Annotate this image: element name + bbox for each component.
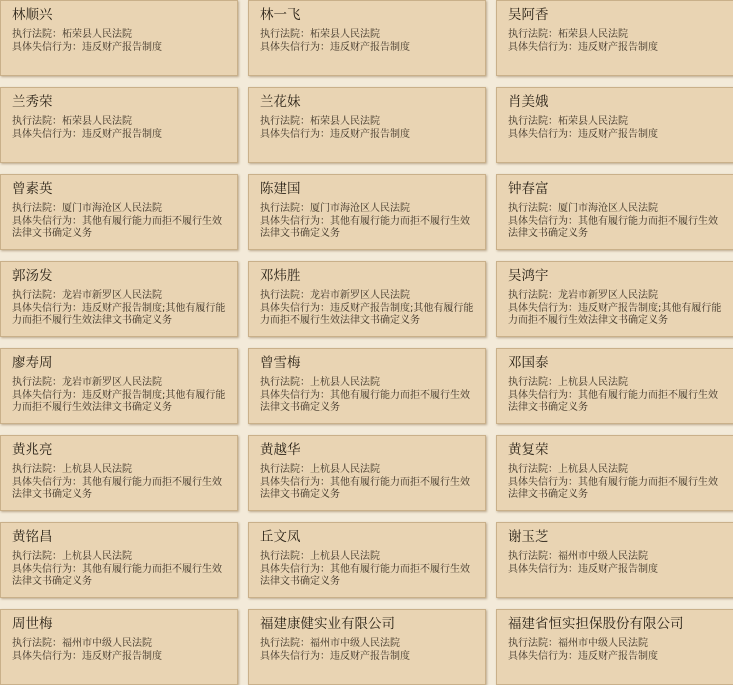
record-card[interactable] bbox=[0, 609, 238, 685]
court-value: 柘荣县人民法院 bbox=[558, 116, 628, 127]
behavior-label: 具体失信行为： bbox=[260, 302, 330, 314]
record-card[interactable] bbox=[0, 261, 238, 337]
behavior-label: 具体失信行为： bbox=[12, 302, 82, 314]
behavior-value: 其他有履行能力而拒不履行生效法律文书确定义务 bbox=[260, 215, 470, 239]
court-label: 执行法院： bbox=[508, 290, 558, 301]
court-label: 执行法院： bbox=[260, 290, 310, 301]
court-value: 上杭县人民法院 bbox=[62, 551, 132, 562]
record-card[interactable] bbox=[248, 0, 486, 76]
behavior-value: 违反财产报告制度 bbox=[82, 650, 162, 662]
court-label: 执行法院： bbox=[260, 203, 310, 214]
behavior-line bbox=[508, 216, 733, 241]
record-card[interactable] bbox=[248, 522, 486, 598]
behavior-label: 具体失信行为： bbox=[508, 563, 578, 575]
behavior-label: 具体失信行为： bbox=[260, 650, 330, 662]
court-value: 厦门市海沧区人民法院 bbox=[310, 203, 410, 214]
record-card[interactable] bbox=[0, 174, 238, 250]
behavior-value: 违反财产报告制度;其他有履行能力而拒不履行生效法律文书确定义务 bbox=[12, 302, 226, 326]
court-label: 执行法院： bbox=[12, 203, 62, 214]
record-name[interactable]: 丘文凤 bbox=[260, 529, 301, 545]
court-value: 上杭县人民法院 bbox=[558, 464, 628, 475]
court-value: 柘荣县人民法院 bbox=[310, 116, 380, 127]
court-label: 执行法院： bbox=[260, 551, 310, 562]
court-line bbox=[508, 464, 733, 477]
court-value: 柘荣县人民法院 bbox=[62, 116, 132, 127]
court-value: 厦门市海沧区人民法院 bbox=[558, 203, 658, 214]
record-name[interactable]: 福建省恒实担保股份有限公司 bbox=[508, 616, 684, 632]
behavior-value: 违反财产报告制度 bbox=[578, 650, 658, 662]
behavior-label: 具体失信行为： bbox=[12, 563, 82, 575]
record-name[interactable]: 肖美娥 bbox=[508, 94, 549, 110]
behavior-value: 违反财产报告制度 bbox=[330, 650, 410, 662]
behavior-label: 具体失信行为： bbox=[12, 389, 82, 401]
court-label: 执行法院： bbox=[508, 551, 558, 562]
record-card[interactable] bbox=[0, 522, 238, 598]
court-label: 执行法院： bbox=[12, 290, 62, 301]
behavior-label: 具体失信行为： bbox=[260, 215, 330, 227]
court-label: 执行法院： bbox=[508, 29, 558, 40]
behavior-label: 具体失信行为： bbox=[508, 41, 578, 53]
behavior-line bbox=[260, 390, 485, 415]
behavior-line bbox=[260, 477, 485, 502]
behavior-label: 具体失信行为： bbox=[260, 563, 330, 575]
court-line bbox=[12, 29, 237, 42]
behavior-value: 违反财产报告制度 bbox=[578, 128, 658, 140]
record-name[interactable]: 陈建国 bbox=[260, 181, 301, 197]
record-card[interactable] bbox=[248, 435, 486, 511]
behavior-value: 其他有履行能力而拒不履行生效法律文书确定义务 bbox=[508, 215, 718, 239]
record-name[interactable]: 福建康健实业有限公司 bbox=[260, 616, 395, 632]
court-line bbox=[12, 638, 237, 651]
behavior-label: 具体失信行为： bbox=[508, 476, 578, 488]
court-line bbox=[12, 377, 237, 390]
court-line bbox=[508, 377, 733, 390]
record-name[interactable]: 林一飞 bbox=[260, 7, 301, 23]
record-name[interactable]: 黄铭昌 bbox=[12, 529, 53, 545]
behavior-line bbox=[12, 564, 237, 589]
court-value: 福州市中级人民法院 bbox=[310, 638, 400, 649]
court-value: 柘荣县人民法院 bbox=[558, 29, 628, 40]
behavior-value: 违反财产报告制度 bbox=[578, 41, 658, 53]
record-name[interactable]: 林顺兴 bbox=[12, 7, 53, 23]
behavior-label: 具体失信行为： bbox=[12, 476, 82, 488]
behavior-value: 其他有履行能力而拒不履行生效法律文书确定义务 bbox=[508, 476, 718, 500]
court-label: 执行法院： bbox=[12, 464, 62, 475]
behavior-value: 违反财产报告制度;其他有履行能力而拒不履行生效法律文书确定义务 bbox=[508, 302, 722, 326]
court-label: 执行法院： bbox=[260, 29, 310, 40]
court-value: 福州市中级人民法院 bbox=[558, 638, 648, 649]
court-label: 执行法院： bbox=[12, 116, 62, 127]
behavior-line bbox=[260, 303, 485, 328]
court-value: 福州市中级人民法院 bbox=[558, 551, 648, 562]
record-name[interactable]: 谢玉芝 bbox=[508, 529, 549, 545]
record-card[interactable] bbox=[496, 261, 733, 337]
court-line bbox=[260, 116, 485, 129]
behavior-label: 具体失信行为： bbox=[12, 41, 82, 53]
record-card[interactable] bbox=[496, 348, 733, 424]
court-line bbox=[12, 203, 237, 216]
court-label: 执行法院： bbox=[508, 116, 558, 127]
record-card[interactable] bbox=[496, 87, 733, 163]
record-name[interactable]: 郭汤发 bbox=[12, 268, 53, 284]
behavior-value: 其他有履行能力而拒不履行生效法律文书确定义务 bbox=[260, 389, 470, 413]
behavior-value: 其他有履行能力而拒不履行生效法律文书确定义务 bbox=[12, 476, 222, 500]
behavior-value: 其他有履行能力而拒不履行生效法律文书确定义务 bbox=[12, 563, 222, 587]
court-line bbox=[12, 551, 237, 564]
court-value: 龙岩市新罗区人民法院 bbox=[62, 377, 162, 388]
behavior-value: 其他有履行能力而拒不履行生效法律文书确定义务 bbox=[12, 215, 222, 239]
behavior-label: 具体失信行为： bbox=[260, 41, 330, 53]
record-name[interactable]: 曾素英 bbox=[12, 181, 53, 197]
record-name[interactable]: 黄越华 bbox=[260, 442, 301, 458]
record-card[interactable] bbox=[0, 435, 238, 511]
behavior-line bbox=[508, 390, 733, 415]
court-line bbox=[260, 203, 485, 216]
record-name[interactable]: 黄兆亮 bbox=[12, 442, 53, 458]
record-card[interactable] bbox=[248, 174, 486, 250]
behavior-value: 其他有履行能力而拒不履行生效法律文书确定义务 bbox=[508, 389, 718, 413]
court-value: 厦门市海沧区人民法院 bbox=[62, 203, 162, 214]
behavior-value: 违反财产报告制度;其他有履行能力而拒不履行生效法律文书确定义务 bbox=[12, 389, 226, 413]
court-value: 柘荣县人民法院 bbox=[62, 29, 132, 40]
court-value: 上杭县人民法院 bbox=[310, 551, 380, 562]
court-label: 执行法院： bbox=[12, 29, 62, 40]
behavior-line bbox=[260, 564, 485, 589]
court-line bbox=[260, 551, 485, 564]
court-value: 龙岩市新罗区人民法院 bbox=[558, 290, 658, 301]
record-card[interactable] bbox=[248, 609, 486, 685]
court-line bbox=[260, 464, 485, 477]
court-label: 执行法院： bbox=[12, 377, 62, 388]
record-card[interactable] bbox=[0, 87, 238, 163]
court-line bbox=[12, 290, 237, 303]
behavior-label: 具体失信行为： bbox=[260, 389, 330, 401]
court-label: 执行法院： bbox=[508, 638, 558, 649]
court-value: 福州市中级人民法院 bbox=[62, 638, 152, 649]
record-card[interactable] bbox=[496, 522, 733, 598]
behavior-line bbox=[260, 42, 485, 55]
behavior-label: 具体失信行为： bbox=[508, 650, 578, 662]
record-name[interactable]: 钟春富 bbox=[508, 181, 549, 197]
behavior-line bbox=[12, 477, 237, 502]
court-value: 上杭县人民法院 bbox=[558, 377, 628, 388]
court-line bbox=[260, 290, 485, 303]
court-label: 执行法院： bbox=[260, 116, 310, 127]
record-name[interactable]: 邓炜胜 bbox=[260, 268, 301, 284]
behavior-label: 具体失信行为： bbox=[12, 128, 82, 140]
record-card[interactable] bbox=[496, 0, 733, 76]
record-name[interactable]: 邓国泰 bbox=[508, 355, 549, 371]
court-label: 执行法院： bbox=[508, 203, 558, 214]
record-name[interactable]: 廖寿周 bbox=[12, 355, 53, 371]
behavior-line bbox=[260, 651, 485, 664]
court-line bbox=[508, 638, 733, 651]
record-card[interactable] bbox=[0, 348, 238, 424]
court-label: 执行法院： bbox=[508, 377, 558, 388]
court-label: 执行法院： bbox=[12, 638, 62, 649]
record-name[interactable]: 吴阿香 bbox=[508, 7, 549, 23]
court-value: 上杭县人民法院 bbox=[310, 464, 380, 475]
behavior-line bbox=[508, 129, 733, 142]
record-card[interactable] bbox=[496, 609, 733, 685]
court-line bbox=[12, 464, 237, 477]
behavior-label: 具体失信行为： bbox=[508, 389, 578, 401]
court-line bbox=[12, 116, 237, 129]
record-name[interactable]: 兰花妹 bbox=[260, 94, 301, 110]
behavior-value: 违反财产报告制度 bbox=[330, 128, 410, 140]
court-value: 上杭县人民法院 bbox=[310, 377, 380, 388]
court-line bbox=[508, 29, 733, 42]
behavior-line bbox=[12, 42, 237, 55]
court-line bbox=[260, 377, 485, 390]
record-card[interactable] bbox=[248, 261, 486, 337]
behavior-value: 违反财产报告制度;其他有履行能力而拒不履行生效法律文书确定义务 bbox=[260, 302, 474, 326]
court-label: 执行法院： bbox=[260, 638, 310, 649]
behavior-label: 具体失信行为： bbox=[508, 215, 578, 227]
behavior-value: 其他有履行能力而拒不履行生效法律文书确定义务 bbox=[260, 563, 470, 587]
behavior-label: 具体失信行为： bbox=[508, 128, 578, 140]
behavior-label: 具体失信行为： bbox=[508, 302, 578, 314]
behavior-value: 违反财产报告制度 bbox=[578, 563, 658, 575]
record-name[interactable]: 曾雪梅 bbox=[260, 355, 301, 371]
court-label: 执行法院： bbox=[508, 464, 558, 475]
behavior-line bbox=[508, 303, 733, 328]
record-name[interactable]: 兰秀荣 bbox=[12, 94, 53, 110]
record-card[interactable] bbox=[248, 87, 486, 163]
behavior-line bbox=[260, 129, 485, 142]
record-name[interactable]: 黄复荣 bbox=[508, 442, 549, 458]
record-card[interactable] bbox=[496, 174, 733, 250]
behavior-line bbox=[12, 390, 237, 415]
court-line bbox=[508, 203, 733, 216]
court-value: 柘荣县人民法院 bbox=[310, 29, 380, 40]
behavior-line bbox=[508, 651, 733, 664]
behavior-label: 具体失信行为： bbox=[12, 650, 82, 662]
behavior-line bbox=[508, 42, 733, 55]
behavior-line bbox=[508, 477, 733, 502]
behavior-line bbox=[12, 129, 237, 142]
behavior-line bbox=[12, 216, 237, 241]
record-card[interactable] bbox=[496, 435, 733, 511]
behavior-line bbox=[260, 216, 485, 241]
record-name[interactable]: 吴鸿宇 bbox=[508, 268, 549, 284]
court-line bbox=[508, 116, 733, 129]
court-value: 龙岩市新罗区人民法院 bbox=[310, 290, 410, 301]
behavior-label: 具体失信行为： bbox=[12, 215, 82, 227]
court-label: 执行法院： bbox=[12, 551, 62, 562]
court-line bbox=[260, 29, 485, 42]
record-card[interactable] bbox=[0, 0, 238, 76]
record-card[interactable] bbox=[248, 348, 486, 424]
behavior-value: 违反财产报告制度 bbox=[82, 41, 162, 53]
behavior-line bbox=[508, 564, 733, 577]
behavior-value: 违反财产报告制度 bbox=[330, 41, 410, 53]
court-label: 执行法院： bbox=[260, 377, 310, 388]
behavior-value: 其他有履行能力而拒不履行生效法律文书确定义务 bbox=[260, 476, 470, 500]
behavior-label: 具体失信行为： bbox=[260, 476, 330, 488]
behavior-line bbox=[12, 303, 237, 328]
court-label: 执行法院： bbox=[260, 464, 310, 475]
behavior-label: 具体失信行为： bbox=[260, 128, 330, 140]
behavior-line bbox=[12, 651, 237, 664]
behavior-value: 违反财产报告制度 bbox=[82, 128, 162, 140]
court-value: 龙岩市新罗区人民法院 bbox=[62, 290, 162, 301]
court-line bbox=[508, 551, 733, 564]
court-line bbox=[260, 638, 485, 651]
court-value: 上杭县人民法院 bbox=[62, 464, 132, 475]
court-line bbox=[508, 290, 733, 303]
record-name[interactable]: 周世梅 bbox=[12, 616, 53, 632]
